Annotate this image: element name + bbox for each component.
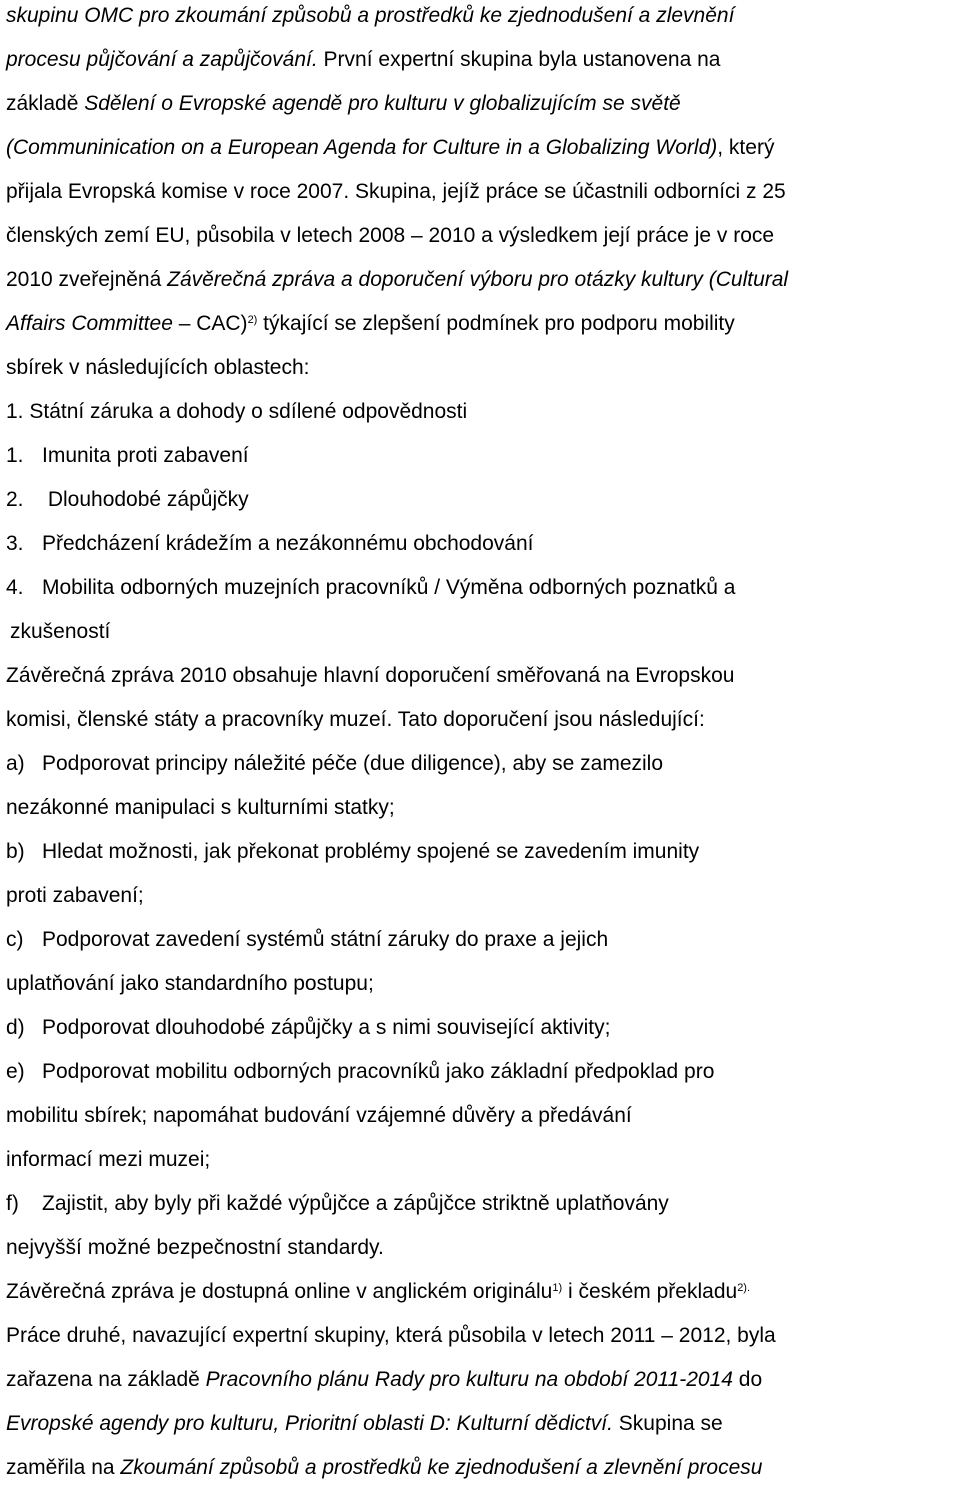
text-span: nejvyšší možné bezpečnostní standardy.: [6, 1236, 384, 1259]
item-letter: f): [6, 1192, 19, 1215]
text-span: 1. Státní záruka a dohody o sdílené odpovědnosti: [6, 400, 468, 423]
recommendation-item: [6, 839, 699, 865]
item-text: Dlouhodobé zápůjčky: [42, 488, 249, 511]
text-line: [6, 971, 374, 997]
item-text: Podporovat principy náležité péče (due diligence), aby se zamezilo: [42, 752, 664, 775]
footnote-ref: 2).: [737, 1282, 751, 1294]
text-span: týkající se zlepšení podmínek pro podporu mobility: [257, 312, 735, 335]
text-line: [6, 1367, 762, 1393]
text-line: [6, 135, 774, 161]
item-letter: b): [6, 840, 25, 863]
text-span: nezákonné manipulaci s kulturními statky;: [6, 796, 395, 819]
recommendation-item: [6, 1059, 714, 1085]
item-number: 4.: [6, 576, 24, 599]
footnote-ref: 1): [552, 1282, 563, 1294]
item-text: Podporovat mobilitu odborných pracovníků jako základní předpoklad pro: [42, 1060, 715, 1083]
text-line: [6, 707, 705, 733]
text-line: [6, 883, 144, 909]
footnote-ref: 2): [247, 314, 258, 326]
text-span: Pracovního plánu Rady pro kulturu na období 2011-2014: [205, 1368, 733, 1391]
text-span: Sdělení o Evropské agendě pro kulturu v globalizujícím se světě: [84, 92, 681, 115]
item-text: Podporovat dlouhodobé zápůjčky a s nimi související aktivity;: [42, 1016, 611, 1039]
text-line: [10, 619, 110, 645]
text-span: do: [732, 1368, 763, 1391]
text-line: [6, 1323, 776, 1349]
item-letter: a): [6, 752, 25, 775]
text-line: [6, 3, 734, 29]
item-letter: c): [6, 928, 24, 951]
item-number: 1.: [6, 444, 24, 467]
text-span: sbírek v následujících oblastech:: [6, 356, 310, 379]
item-letter: e): [6, 1060, 25, 1083]
text-span: zaměřila na: [6, 1456, 121, 1479]
text-span: Závěrečná zpráva 2010 obsahuje hlavní doporučení směřovaná na Evropskou: [6, 664, 735, 687]
text-span: skupinu OMC pro zkoumání způsobů a prostředků ke zjednodušení a zlevnění: [6, 4, 735, 27]
recommendation-item: [6, 1015, 610, 1041]
item-text: Předcházení krádežím a nezákonnému obchodování: [42, 532, 534, 555]
item-text: Mobilita odborných muzejních pracovníků / Výměna odborných poznatků a: [42, 576, 736, 599]
text-span: základě: [6, 92, 85, 115]
text-line: [6, 1411, 723, 1437]
recommendation-item: [6, 1191, 669, 1217]
recommendation-item: [6, 927, 608, 953]
numbered-item: [6, 487, 249, 513]
text-span: proti zabavení;: [6, 884, 144, 907]
text-span: uplatňování jako standardního postupu;: [6, 972, 374, 995]
numbered-item: [6, 531, 533, 557]
text-line: [6, 47, 720, 73]
text-line: [6, 1455, 762, 1481]
text-span: Affairs Committee: [6, 312, 173, 335]
text-span: – CAC): [172, 312, 248, 335]
text-span: členských zemí EU, působila v letech 2008 – 2010 a výsledkem její práce je v roce: [6, 224, 775, 247]
text-line: [6, 223, 774, 249]
text-span: První expertní skupina byla ustanovena na: [317, 48, 721, 71]
text-line: [6, 1103, 632, 1129]
item-text: Zajistit, aby byly při každé výpůjčce a zápůjčce striktně uplatňovány: [42, 1192, 669, 1215]
text-line: [6, 1147, 210, 1173]
numbered-item: [6, 443, 249, 469]
text-line: [6, 399, 467, 425]
text-span: zařazena na základě: [6, 1368, 206, 1391]
text-line: [6, 355, 310, 381]
item-number: 3.: [6, 532, 24, 555]
text-span: zkušeností: [10, 620, 111, 643]
text-span: Závěrečná zpráva je dostupná online v anglickém originálu: [6, 1280, 553, 1303]
text-span: komisi, členské státy a pracovníky muzeí. Tato doporučení jsou následující:: [6, 708, 705, 731]
text-span: informací mezi muzei;: [6, 1148, 211, 1171]
text-span: mobilitu sbírek; napomáhat budování vzájemné důvěry a předávání: [6, 1104, 632, 1127]
item-text: Hledat možnosti, jak překonat problémy spojené se zavedením imunity: [42, 840, 700, 863]
text-span: i českém překladu: [562, 1280, 738, 1303]
text-span: Práce druhé, navazující expertní skupiny, která působila v letech 2011 – 2012, byla: [6, 1324, 776, 1347]
text-line: [6, 1279, 750, 1305]
item-text: Podporovat zavedení systémů státní záruky do praxe a jejich: [42, 928, 609, 951]
text-line: [6, 1235, 384, 1261]
numbered-item: [6, 575, 735, 601]
recommendation-item: [6, 751, 663, 777]
text-line: [6, 267, 788, 293]
text-span: , který: [717, 136, 775, 159]
text-span: přijala Evropská komise v roce 2007. Skupina, jejíž práce se účastnili odborníci z 25: [6, 180, 786, 203]
item-text: Imunita proti zabavení: [42, 444, 249, 467]
text-span: procesu půjčování a zapůjčování.: [6, 48, 318, 71]
text-line: [6, 91, 681, 117]
text-span: Zkoumání způsobů a prostředků ke zjednodušení a zlevnění procesu: [120, 1456, 763, 1479]
text-span: Skupina se: [612, 1412, 723, 1435]
item-letter: d): [6, 1016, 25, 1039]
text-span: Závěrečná zpráva a doporučení výboru pro otázky kultury (Cultural: [167, 268, 789, 291]
text-line: [6, 311, 735, 337]
text-line: [6, 663, 734, 689]
item-number: 2.: [6, 488, 24, 511]
text-line: [6, 795, 395, 821]
text-span: (Communinication on a European Agenda for Culture in a Globalizing World): [6, 136, 718, 159]
text-span: 2010 zveřejněná: [6, 268, 168, 291]
text-span: Evropské agendy pro kulturu, Prioritní oblasti D: Kulturní dědictví.: [6, 1412, 613, 1435]
text-line: [6, 179, 786, 205]
